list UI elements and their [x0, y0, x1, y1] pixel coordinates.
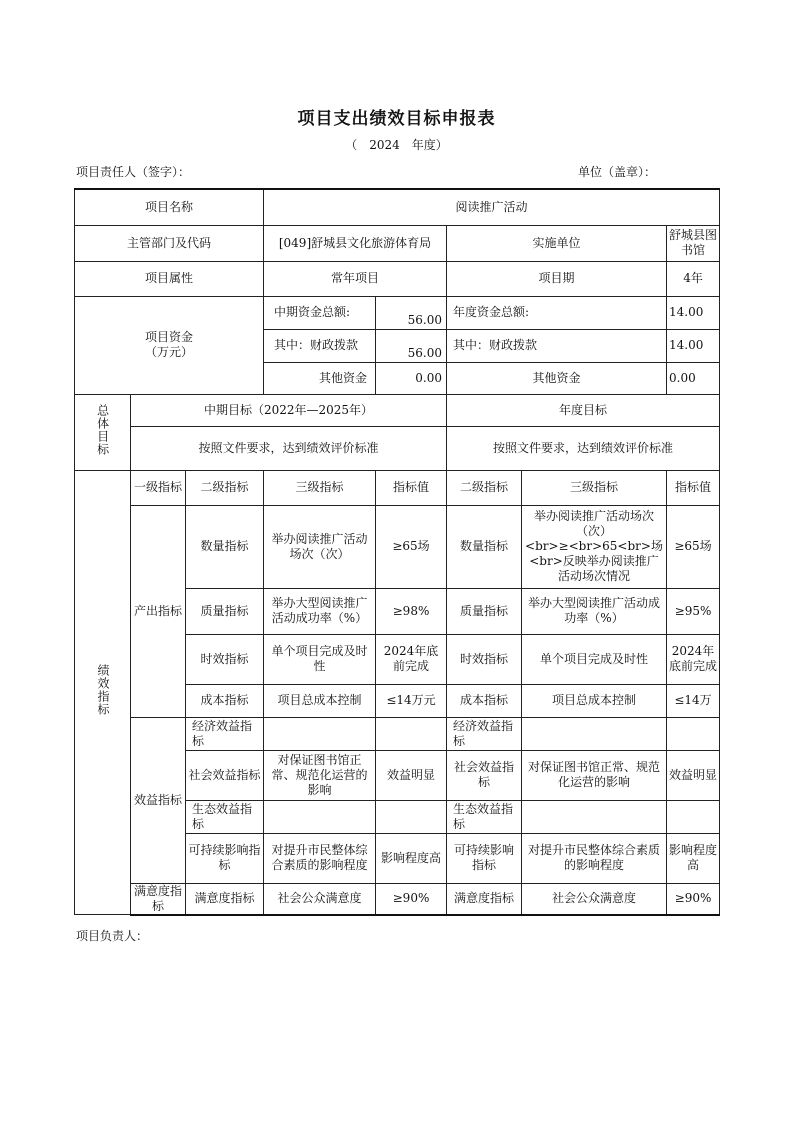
table-row-level3-year: 项目总成本控制	[522, 684, 667, 717]
performance-target-table	[74, 188, 720, 916]
year-fiscal-value: 14.00	[667, 329, 720, 362]
mid-other-label: 其他资金	[264, 362, 376, 394]
table-row-level2-year: 可持续影响指标	[447, 833, 522, 883]
responsible-signature-label: 项目责任人（签字）：	[76, 165, 191, 179]
table-row-level2-year: 数量指标	[447, 505, 522, 588]
table-row-value: ≥90%	[376, 883, 447, 915]
table-row-value-year: ≤14万	[667, 684, 720, 717]
mid-total-value: 56.00	[376, 296, 447, 329]
table-row-level3: 举办阅读推广活动场次（次）	[264, 505, 376, 588]
table-row-level3	[264, 800, 376, 833]
table-row-level2: 质量指标	[186, 588, 264, 634]
col-level3-year: 三级指标	[522, 470, 667, 505]
table-row-level2: 可持续影响指标	[186, 833, 264, 883]
table-row-level3: 项目总成本控制	[264, 684, 376, 717]
table-row-level2-year: 质量指标	[447, 588, 522, 634]
performance-indicators-label	[75, 470, 131, 915]
table-row-level2-year: 经济效益指标	[447, 717, 522, 750]
year-goal-text: 按照文件要求，达到绩效评价标准	[447, 426, 720, 470]
overall-goals-label	[75, 394, 131, 470]
table-row-level3-year: 举办大型阅读推广活动成功率（%）	[522, 588, 667, 634]
table-row-level2-year: 成本指标	[447, 684, 522, 717]
table-row-value: ≥65场	[376, 505, 447, 588]
table-row-level2: 成本指标	[186, 684, 264, 717]
col-level3: 三级指标	[264, 470, 376, 505]
satisfaction-indicators-label: 满意度指标	[131, 883, 186, 915]
mid-fiscal-value: 56.00	[376, 329, 447, 362]
table-row-level3-year	[522, 800, 667, 833]
table-row-value: 效益明显	[376, 750, 447, 800]
table-row-level2: 时效指标	[186, 634, 264, 684]
table-row-level3: 对提升市民整体综合素质的影响程度	[264, 833, 376, 883]
table-row-level3-year: 对提升市民整体综合素质的影响程度	[522, 833, 667, 883]
table-row-value-year	[667, 800, 720, 833]
col-value-year: 指标值	[667, 470, 720, 505]
table-row-level2: 满意度指标	[186, 883, 264, 915]
table-row-level3: 举办大型阅读推广活动成功率（%）	[264, 588, 376, 634]
dept-label: 主管部门及代码	[75, 225, 264, 261]
year-goal-header: 年度目标	[447, 394, 720, 426]
table-row-level2: 数量指标	[186, 505, 264, 588]
performance-indicators-text: 绩效指标	[96, 664, 110, 717]
table-row-value: ≥98%	[376, 588, 447, 634]
project-attr-label: 项目属性	[75, 261, 264, 296]
project-attr-value: 常年项目	[264, 261, 447, 296]
overall-goals-text: 总体目标	[95, 403, 110, 456]
table-row-value-year: 影响程度高	[667, 833, 720, 883]
project-name-label: 项目名称	[75, 189, 264, 225]
col-level2: 二级指标	[186, 470, 264, 505]
table-row-level3-year: 社会公众满意度	[522, 883, 667, 915]
project-name-value: 阅读推广活动	[264, 189, 720, 225]
table-row-level3: 社会公众满意度	[264, 883, 376, 915]
table-row-level2-year: 满意度指标	[447, 883, 522, 915]
table-row-value-year	[667, 717, 720, 750]
unit-seal-label: 单位（盖章）：	[578, 165, 657, 179]
table-row-level2: 生态效益指标	[186, 800, 264, 833]
output-indicators-label: 产出指标	[131, 505, 186, 717]
table-row-value: 影响程度高	[376, 833, 447, 883]
year-fiscal-label: 其中：财政拨款	[447, 329, 667, 362]
col-level1: 一级指标	[131, 470, 186, 505]
benefit-indicators-label: 效益指标	[131, 717, 186, 883]
year-total-label: 年度资金总额:	[447, 296, 667, 329]
impl-unit-value: 舒城县图书馆	[667, 225, 720, 261]
year-other-label: 其他资金	[447, 362, 667, 394]
table-row-level3-year	[522, 717, 667, 750]
mid-goal-text: 按照文件要求，达到绩效评价标准	[131, 426, 447, 470]
impl-unit-label: 实施单位	[447, 225, 667, 261]
project-lead-label: 项目负责人：	[76, 929, 149, 943]
year-total-value: 14.00	[667, 296, 720, 329]
col-value: 指标值	[376, 470, 447, 505]
table-row-level3-year: 单个项目完成及时性	[522, 634, 667, 684]
table-row-value	[376, 717, 447, 750]
mid-total-label: 中期资金总额:	[264, 296, 376, 329]
table-row-level3-year: 对保证图书馆正常、规范化运营的影响	[522, 750, 667, 800]
table-row-value-year: ≥90%	[667, 883, 720, 915]
table-row-value: 2024年底前完成	[376, 634, 447, 684]
table-row-level2: 经济效益指标	[186, 717, 264, 750]
funds-label: 项目资金 （万元）	[75, 296, 264, 394]
form-title: 项目支出绩效目标申报表	[297, 109, 496, 129]
table-row-level2: 社会效益指标	[186, 750, 264, 800]
mid-other-value: 0.00	[376, 362, 447, 394]
table-row-level2-year: 社会效益指标	[447, 750, 522, 800]
form-year: （ 2024 年度）	[345, 138, 448, 152]
table-row-level2-year: 时效指标	[447, 634, 522, 684]
mid-fiscal-label: 其中：财政拨款	[264, 329, 376, 362]
dept-value: [049]舒城县文化旅游体育局	[264, 225, 447, 261]
table-row-value-year: 2024年底前完成	[667, 634, 720, 684]
table-row-level3: 单个项目完成及时性	[264, 634, 376, 684]
table-row-value	[376, 800, 447, 833]
table-row-value-year: ≥95%	[667, 588, 720, 634]
mid-goal-header: 中期目标（2022年—2025年）	[131, 394, 447, 426]
table-row-level3: 对保证图书馆正常、规范化运营的影响	[264, 750, 376, 800]
project-period-label: 项目期	[447, 261, 667, 296]
year-other-value: 0.00	[667, 362, 720, 394]
table-row-level3	[264, 717, 376, 750]
table-row-value: ≤14万元	[376, 684, 447, 717]
project-period-value: 4年	[667, 261, 720, 296]
table-row-level2-year: 生态效益指标	[447, 800, 522, 833]
table-row-value-year: ≥65场	[667, 505, 720, 588]
table-row-value-year: 效益明显	[667, 750, 720, 800]
table-row-level3-year: 举办阅读推广活动场次（次）<br>≥<br>65<br>场<br>反映举办阅读推广活动场次情况	[522, 505, 667, 588]
col-level2-year: 二级指标	[447, 470, 522, 505]
